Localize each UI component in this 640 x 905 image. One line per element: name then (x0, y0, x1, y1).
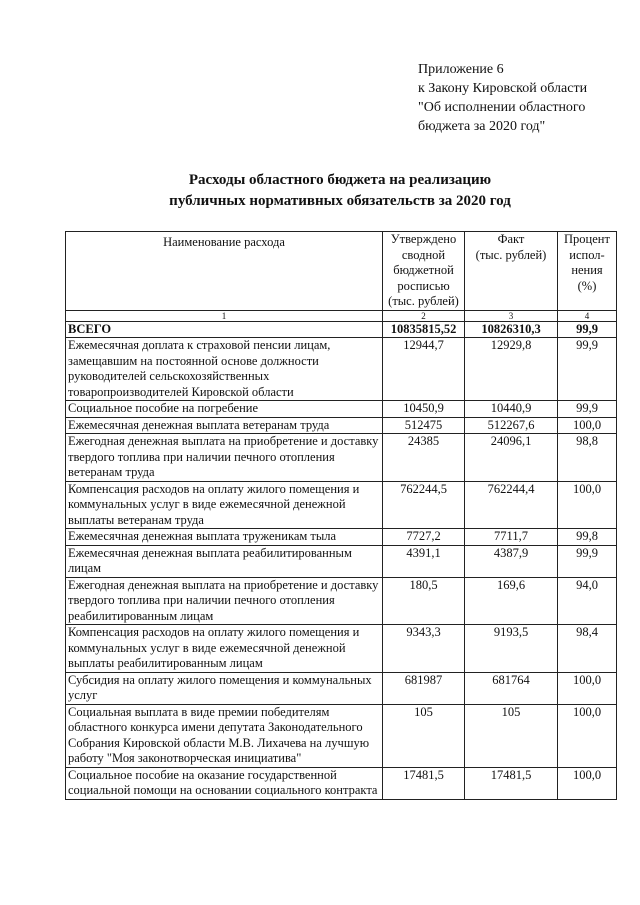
row-percent: 100,0 (558, 704, 617, 767)
row-percent: 98,8 (558, 434, 617, 482)
row-fact: 105 (465, 704, 558, 767)
header-approved-line: бюджетной (393, 263, 454, 277)
total-row (66, 321, 617, 338)
row-approved: 7727,2 (383, 529, 465, 546)
expenses-table (65, 231, 617, 800)
total-percent: 99,9 (558, 321, 617, 338)
table-row (66, 625, 617, 673)
table-row (66, 545, 617, 577)
header-approved-line: росписью (397, 278, 450, 293)
row-fact: 7711,7 (465, 529, 558, 546)
row-fact: 512267,6 (465, 417, 558, 434)
total-approved: 10835815,52 (383, 321, 465, 338)
table-row (66, 529, 617, 546)
row-name: Ежегодная денежная выплата на приобретение и доставку твердого топлива при наличии печного отопления ветеранам труда (66, 434, 383, 482)
row-name: Социальное пособие на погребение (66, 401, 383, 418)
row-fact: 4387,9 (465, 545, 558, 577)
title-line: публичных нормативных обязательств за 2020 год (169, 193, 511, 209)
header-fact-line: (тыс. рублей) (475, 247, 547, 262)
appendix-line: к Закону Кировской области (418, 81, 588, 96)
row-fact: 12929,8 (465, 338, 558, 401)
row-approved: 10450,9 (383, 401, 465, 418)
column-number-row (66, 310, 617, 321)
row-fact: 10440,9 (465, 401, 558, 418)
row-fact: 762244,4 (465, 481, 558, 529)
row-percent: 94,0 (558, 577, 617, 625)
row-percent: 100,0 (558, 672, 617, 704)
header-approved-line: сводной (401, 247, 446, 262)
column-number: 3 (465, 310, 558, 321)
table-row (66, 767, 617, 799)
row-percent: 99,9 (558, 338, 617, 401)
row-approved: 180,5 (383, 577, 465, 625)
table-row (66, 417, 617, 434)
row-name: Социальная выплата в виде премии победителям областного конкурса имени депутата Законодательного Собрания Кировской области М.В. Лихачева на лучшую работу "Моя законотворческая инициатива" (66, 704, 383, 767)
column-number: 4 (558, 310, 617, 321)
header-name: Наименование расхода (66, 232, 383, 311)
table-row (66, 577, 617, 625)
row-name: Ежегодная денежная выплата на приобретение и доставку твердого топлива при наличии печного отопления реабилитированным лицам (66, 577, 383, 625)
row-percent: 100,0 (558, 481, 617, 529)
row-name: Субсидия на оплату жилого помещения и коммунальных услуг (66, 672, 383, 704)
row-fact: 17481,5 (465, 767, 558, 799)
row-percent: 99,8 (558, 529, 617, 546)
header-percent-line: испол- (569, 247, 605, 262)
table-row (66, 704, 617, 767)
table-row (66, 481, 617, 529)
row-approved: 512475 (383, 417, 465, 434)
row-name: Ежемесячная денежная выплата труженикам тыла (66, 529, 383, 546)
row-fact: 9193,5 (465, 625, 558, 673)
row-percent: 99,9 (558, 401, 617, 418)
row-percent: 99,9 (558, 545, 617, 577)
header-percent (558, 232, 617, 311)
header-fact (465, 232, 558, 311)
table-row (66, 672, 617, 704)
row-approved: 12944,7 (383, 338, 465, 401)
total-label: ВСЕГО (66, 321, 383, 338)
row-name: Ежемесячная денежная выплата реабилитированным лицам (66, 545, 383, 577)
table-row (66, 434, 617, 482)
row-name: Ежемесячная денежная выплата ветеранам труда (66, 417, 383, 434)
row-percent: 98,4 (558, 625, 617, 673)
row-fact: 24096,1 (465, 434, 558, 482)
row-name: Ежемесячная доплата к страховой пенсии лицам, замещавшим на постоянной основе должности руководителей сельскохозяйственных товаропроизводителей Кировской области (66, 338, 383, 401)
row-fact: 681764 (465, 672, 558, 704)
header-percent-line: (%) (577, 278, 597, 293)
appendix-line: Приложение 6 (418, 62, 504, 77)
row-approved: 105 (383, 704, 465, 767)
title-line: Расходы областного бюджета на реализацию (188, 172, 492, 188)
header-approved (383, 232, 465, 311)
row-fact: 169,6 (465, 577, 558, 625)
appendix-line: "Об исполнении областного (418, 100, 586, 115)
header-approved-line: Утверждено (390, 232, 457, 246)
row-percent: 100,0 (558, 417, 617, 434)
table-header-row (66, 232, 617, 311)
header-percent-line: Процент (564, 232, 610, 246)
row-approved: 24385 (383, 434, 465, 482)
document-title (60, 170, 620, 212)
row-name: Компенсация расходов на оплату жилого помещения и коммунальных услуг в виде ежемесячной денежной выплаты ветеранам труда (66, 481, 383, 529)
row-approved: 9343,3 (383, 625, 465, 673)
row-approved: 4391,1 (383, 545, 465, 577)
table-row (66, 338, 617, 401)
row-name: Социальное пособие на оказание государственной социальной помощи на основании социального контракта (66, 767, 383, 799)
appendix-note (418, 60, 628, 136)
table-row (66, 401, 617, 418)
header-percent-line: нения (571, 263, 603, 277)
row-percent: 100,0 (558, 767, 617, 799)
row-approved: 681987 (383, 672, 465, 704)
column-number: 2 (383, 310, 465, 321)
row-name: Компенсация расходов на оплату жилого помещения и коммунальных услуг в виде ежемесячной денежной выплаты реабилитированным лицам (66, 625, 383, 673)
total-fact: 10826310,3 (465, 321, 558, 338)
column-number: 1 (66, 310, 383, 321)
appendix-line: бюджета за 2020 год" (418, 119, 546, 134)
row-approved: 762244,5 (383, 481, 465, 529)
header-fact-line: Факт (497, 232, 525, 246)
row-approved: 17481,5 (383, 767, 465, 799)
header-approved-line: (тыс. рублей) (388, 294, 459, 308)
